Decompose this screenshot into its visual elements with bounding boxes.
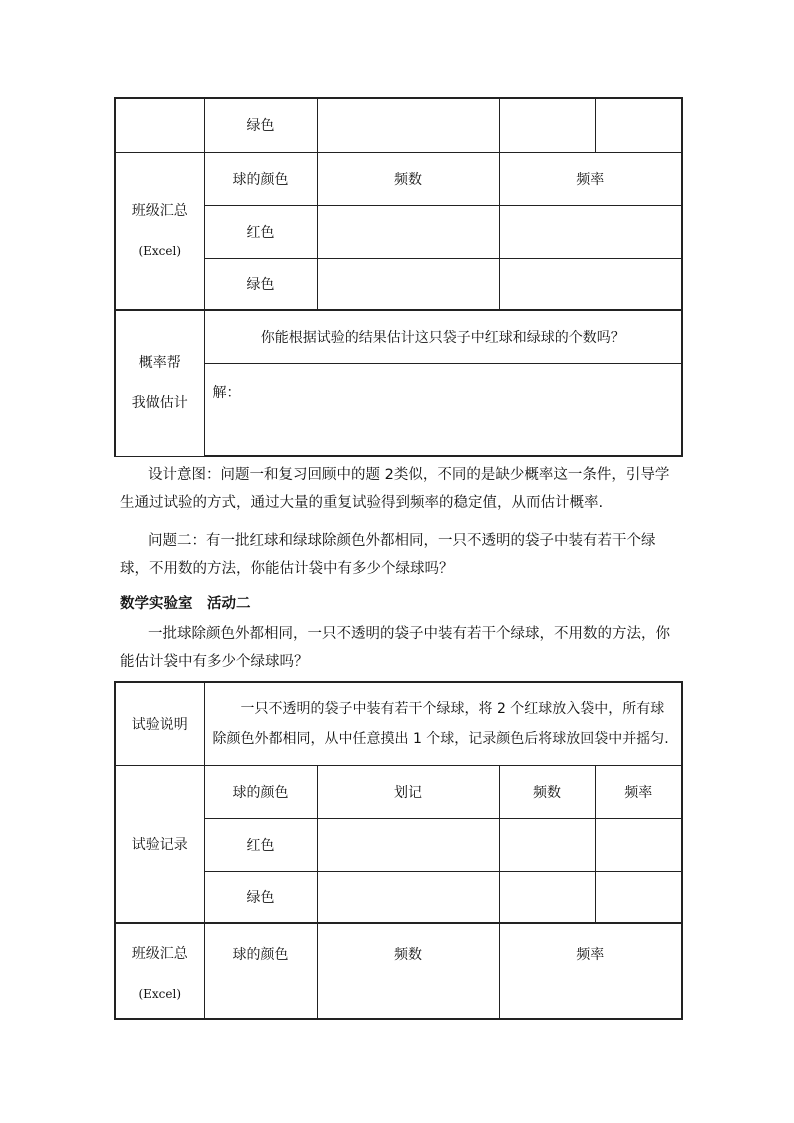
header-frequency-rate: 频率 — [499, 152, 682, 205]
experiment-desc-text: 一只不透明的袋子中装有若干个绿球，将 2 个红球放入袋中，所有球除颜色外都相同，从中任意摸出 1 个球，记录颜色后将球放回袋中并摇匀. — [204, 682, 682, 765]
experiment-table-2 — [114, 681, 683, 1020]
design-intent: 设计意图：问题一和复习回顾中的题 2类似，不同的是缺少概率这一条件，引导学生通过试验的方式，通过大量的重复试验得到频率的稳定值，从而估计概率. — [120, 467, 670, 511]
header-frequency-rate: 频率 — [499, 923, 682, 1019]
class-summary-label-2: 班级汇总 (Excel) — [115, 923, 204, 1019]
row-label-red: 红色 — [204, 818, 317, 871]
lab-heading: 数学实验室 活动二 — [120, 596, 251, 612]
header-ball-color: 球的颜色 — [204, 923, 317, 1019]
header-frequency-count: 频数 — [317, 923, 499, 1019]
header-frequency-count: 频数 — [499, 765, 595, 818]
row-label-green: 绿色 — [204, 258, 317, 310]
header-frequency-count: 频数 — [317, 152, 499, 205]
answer-cell — [204, 363, 682, 456]
estimate-question: 你能根据试验的结果估计这只袋子中红球和绿球的个数吗？ — [204, 310, 682, 363]
header-ball-color: 球的颜色 — [204, 765, 317, 818]
activity-description: 一批球除颜色外都相同，一只不透明的袋子中装有若干个绿球，不用数的方法，你能估计袋中有多少个绿球吗？ — [120, 626, 670, 670]
question-two: 问题二：有一批红球和绿球除颜色外都相同，一只不透明的袋子中装有若干个绿球，不用数的方法，你能估计袋中有多少个绿球吗？ — [120, 533, 656, 577]
results-table-1 — [114, 97, 683, 457]
blank-cell — [115, 98, 204, 152]
estimate-label: 概率帮 我做估计 — [115, 310, 204, 456]
experiment-desc-label: 试验说明 — [115, 682, 204, 765]
experiment-record-label: 试验记录 — [115, 765, 204, 923]
color-cell: 绿色 — [204, 98, 317, 152]
row-label-red: 红色 — [204, 205, 317, 258]
header-tally: 划记 — [317, 765, 499, 818]
class-summary-label: 班级汇总 (Excel) — [115, 152, 204, 310]
header-ball-color: 球的颜色 — [204, 152, 317, 205]
row-label-green: 绿色 — [204, 871, 317, 923]
header-frequency-rate: 频率 — [595, 765, 682, 818]
answer-label: 解： — [212, 384, 241, 401]
